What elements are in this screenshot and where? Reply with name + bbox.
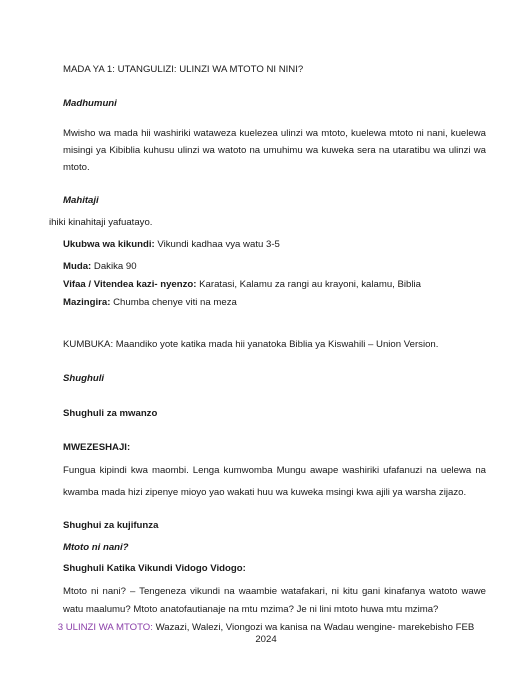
vikundi-title: Shughuli Katika Vikundi Vidogo Vidogo:: [63, 563, 246, 574]
mahitaji-item: [63, 239, 280, 251]
item-value: Chumba chenye viti na meza: [110, 297, 237, 308]
item-label: Ukubwa wa kikundi:: [63, 239, 155, 250]
item-value: Karatasi, Kalamu za rangi au krayoni, kalamu, Biblia: [196, 279, 421, 290]
item-label: Muda:: [63, 261, 92, 272]
footer-accent: 3 ULINZI WA MTOTO:: [57, 622, 153, 633]
kujifunza-title: Shughui za kujifunza: [63, 520, 159, 531]
mwezeshaji-label: MWEZESHAJI:: [63, 442, 131, 453]
kujifunza-line-1: Mtoto ni nani? – Tengeneza vikundi na waambie watafakari, ni kitu gani kinafanya watoto wawe: [63, 586, 486, 597]
footer-text: Wazazi, Walezi, Viongozi wa kanisa na Wadau wengine- marekebisho FEB: [152, 622, 475, 633]
madhumuni-title: Madhumuni: [63, 98, 117, 109]
mahitaji-intro: ihiki kinahitaji yafuatayo.: [49, 217, 153, 228]
page-footer: [0, 622, 532, 634]
item-label: Vifaa / Vitendea kazi- nyenzo:: [63, 279, 197, 290]
madhumuni-line-3: mtoto.: [63, 162, 90, 173]
item-value: Dakika 90: [91, 261, 137, 272]
mwezeshaji-line-1: Fungua kipindi kwa maombi. Lenga kumwomba Mungu awape washiriki ufafanuzi na uelewa na: [63, 465, 486, 476]
mahitaji-item: [63, 261, 137, 273]
madhumuni-line-2: misingi ya Kibiblia kuhusu ulinzi wa watoto na umuhimu wa kuweka sera na utaratibu wa ulinzi wa: [63, 145, 486, 156]
mwezeshaji-line-2: kwamba mada hizi zipenye mioyo yao wakati huu wa kuweka msingi kwa ajili ya warsha zijazo.: [63, 487, 467, 498]
mahitaji-item: [63, 279, 421, 291]
mahitaji-title: Mahitaji: [63, 195, 99, 206]
footer-year: 2024: [255, 634, 277, 645]
lesson-heading: MADA YA 1: UTANGULIZI: ULINZI WA MTOTO NI NINI?: [63, 64, 304, 75]
shughuli-mwanzo: Shughuli za mwanzo: [63, 408, 158, 419]
kujifunza-question: Mtoto ni nani?: [63, 542, 129, 553]
kumbuka-note: KUMBUKA: Maandiko yote katika mada hii yanatoka Biblia ya Kiswahili – Union Version.: [63, 339, 439, 350]
madhumuni-line-1: Mwisho wa mada hii washiriki wataweza kuelezea ulinzi wa mtoto, kuelewa mtoto ni nani, kuelewa: [63, 128, 486, 139]
kujifunza-line-2: watu maalumu? Mtoto anatofautianaje na mtu mzima? Je ni lini mtoto huwa mtu mzima?: [63, 604, 439, 615]
shughuli-title: Shughuli: [63, 373, 105, 384]
mahitaji-item: [63, 297, 237, 309]
item-value: Vikundi kadhaa vya watu 3-5: [154, 239, 280, 250]
item-label: Mazingira:: [63, 297, 111, 308]
